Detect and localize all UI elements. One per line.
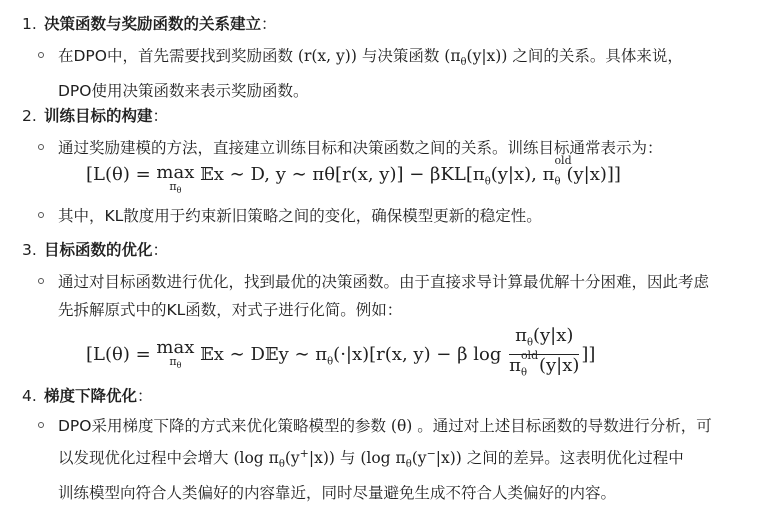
section-1-bullet	[58, 42, 758, 105]
hollow-bullet-icon	[38, 278, 44, 284]
math-inline	[444, 47, 508, 69]
math-text: (y|x)	[532, 325, 574, 346]
math-text: (y	[411, 449, 427, 468]
hollow-bullet-icon	[38, 52, 44, 58]
math-sub: θ	[176, 361, 182, 371]
section-number: 4.	[22, 387, 37, 405]
equation-2	[86, 326, 780, 384]
bullet-text: 。通过对上述目标函数的导数进行分析，可	[417, 417, 712, 435]
math-text: (r(x, y))	[297, 47, 357, 65]
math-sup: −	[426, 447, 436, 460]
math-inline	[298, 47, 357, 65]
section-2-heading	[22, 104, 780, 128]
colon: ：	[152, 107, 169, 125]
math-text: 𝔼x ∼ D𝔼y ∼ π	[194, 344, 328, 366]
math-inline	[233, 447, 335, 471]
math-text: (log π	[360, 449, 406, 468]
math-sub: π	[169, 180, 177, 193]
math-sub: θ	[176, 186, 182, 196]
math-inline: (θ)	[390, 417, 413, 435]
bullet-text: 通过对目标函数进行优化，找到最优的决策函数。由于直接求导计算最优解十分困难，因此考虑	[58, 273, 710, 291]
section-title: 梯度下降优化	[44, 387, 138, 405]
fraction	[509, 326, 579, 384]
math-sup: old	[554, 154, 572, 167]
section-number: 1.	[22, 15, 37, 33]
section-title: 目标函数的优化	[44, 241, 153, 259]
math-text: ]]	[581, 344, 596, 366]
bullet-text: 与决策函数	[361, 47, 440, 65]
math-sub: θ	[460, 57, 467, 69]
section-title: 训练目标的构建	[44, 107, 153, 125]
bullet-text: 之间的差异。这表明优化过程中	[466, 449, 684, 468]
math-sub: π	[169, 355, 177, 368]
math-sub: θ	[278, 459, 285, 471]
math-text: (log π	[233, 449, 279, 468]
bullet-text: 在DPO中，首先需要找到奖励函数	[58, 47, 293, 65]
colon: ：	[152, 241, 169, 259]
hollow-bullet-icon	[38, 422, 44, 428]
section-number: 2.	[22, 107, 37, 125]
colon: ：	[261, 15, 277, 33]
section-1-heading	[22, 12, 780, 36]
section-3-bullet	[58, 268, 758, 324]
math-text: max	[156, 162, 195, 183]
math-text: (y|x))	[466, 47, 508, 65]
math-text: [L(θ) =	[86, 344, 157, 366]
math-text: |x))	[308, 449, 335, 468]
math-text: (y|x)	[538, 354, 580, 376]
max-operator	[156, 339, 194, 371]
math-text: (y|x)]]	[566, 164, 621, 185]
math-sub: θ	[327, 356, 334, 368]
math-text: π	[509, 354, 521, 376]
bullet-text: 通过奖励建模的方法，直接建立训练目标和决策函数之间的关系。训练目标通常表示为：	[58, 139, 663, 157]
colon: ：	[137, 387, 153, 405]
bullet-text: 先拆解原式中的KL函数，对式子进行化简。例如：	[58, 301, 403, 319]
math-text: (π	[444, 47, 461, 65]
bullet-text: 以发现优化过程中会增大	[58, 449, 229, 468]
bullet-text: 与	[339, 449, 356, 468]
hollow-bullet-icon	[38, 212, 44, 218]
bullet-text: DPO采用梯度下降的方式来优化策略模型的参数	[58, 417, 386, 435]
section-2-bullet-2	[58, 202, 758, 230]
math-sub: θ	[484, 176, 491, 188]
math-sup: +	[299, 447, 309, 460]
math-text: [L(θ) =	[86, 164, 157, 185]
section-3-heading	[22, 238, 780, 262]
equation-1	[86, 154, 780, 196]
math-sup: old	[520, 348, 539, 362]
bullet-text: 之间的关系。具体来说，	[512, 47, 683, 65]
math-inline	[360, 447, 462, 471]
section-2-bullet-1	[58, 134, 758, 162]
hollow-bullet-icon	[38, 144, 44, 150]
math-text: (y	[284, 449, 300, 468]
math-text: max	[156, 337, 195, 358]
math-text: (·|x)[r(x, y) − β log	[333, 344, 502, 366]
max-operator	[156, 164, 194, 196]
bullet-text: 训练模型向符合人类偏好的内容靠近，同时尽量避免生成不符合人类偏好的内容。	[58, 484, 617, 503]
math-text: (y|x), π	[490, 164, 555, 185]
math-sub: θ	[405, 459, 412, 471]
math-sub: θ	[526, 337, 533, 349]
math-sub: θ	[520, 367, 527, 379]
math-text: 𝔼x ∼ D, y ∼ πθ[r(x, y)] − βKL[π	[194, 164, 485, 185]
section-4-heading	[22, 384, 780, 408]
bullet-text: 其中，KL散度用于约束新旧策略之间的变化，确保模型更新的稳定性。	[58, 207, 542, 225]
math-text: |x))	[435, 449, 462, 468]
section-number: 3.	[22, 241, 37, 259]
math-sub: θ	[554, 176, 561, 188]
section-title: 决策函数与奖励函数的关系建立	[44, 15, 262, 33]
math-text: π	[515, 325, 527, 346]
section-4-bullet	[58, 412, 758, 507]
bullet-text: DPO使用决策函数来表示奖励函数。	[58, 82, 309, 101]
